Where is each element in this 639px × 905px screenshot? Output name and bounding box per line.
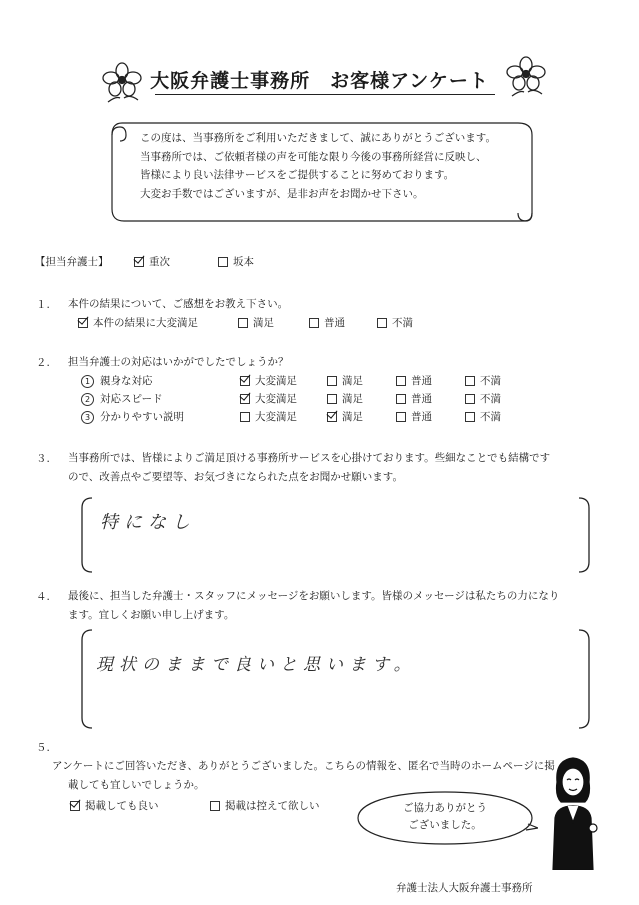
checkbox-icon[interactable] (465, 412, 475, 422)
intro-line: 大変お手数ではございますが、是非お声をお聞かせ下さい。 (140, 187, 424, 200)
q2-row-label: 3 分かりやすい説明 (81, 409, 184, 424)
staff-illustration-icon (543, 752, 603, 870)
intro-line: 皆様により良い法律サービスをご提供することに努めております。 (140, 169, 455, 181)
checkbox-checked-icon[interactable] (134, 257, 144, 267)
checkbox-checked-icon[interactable] (327, 412, 337, 422)
q2-r3-very-satisfied[interactable]: 大変満足 (240, 409, 297, 424)
q2-r1-normal[interactable]: 普通 (396, 373, 432, 388)
title-underline (155, 94, 495, 95)
checkbox-icon[interactable] (218, 257, 228, 267)
q2-r2-satisfied[interactable]: 満足 (327, 391, 363, 406)
lawyer-option-sakamoto[interactable]: 坂本 (218, 254, 254, 269)
q3-handwritten-answer[interactable]: 特になし (100, 512, 196, 533)
checkbox-icon[interactable] (396, 412, 406, 422)
q5-number: ５. (36, 742, 50, 754)
intro-line: 当事務所では、ご依頼者様の声を可能な限り今後の事務所経営に反映し、 (140, 150, 487, 163)
footer-firm-name: 弁護士法人大阪弁護士事務所 (396, 882, 533, 894)
checkbox-icon[interactable] (327, 376, 337, 386)
lawyer-option-shigetsugu[interactable]: 重次 (134, 254, 170, 269)
q1-option-normal[interactable]: 普通 (309, 315, 345, 330)
checkbox-icon[interactable] (210, 801, 220, 811)
circled-number: 1 (81, 375, 94, 388)
q2-r1-dissatisfied[interactable]: 不満 (465, 373, 501, 388)
q1-option-dissatisfied[interactable]: 不満 (377, 315, 413, 330)
q4-handwritten-answer[interactable]: 現状のままで良いと思います。 (96, 655, 417, 675)
circled-number: 3 (81, 411, 94, 424)
q5-option-publish-decline[interactable]: 掲載は控えて欲しい (210, 798, 320, 813)
checkbox-icon[interactable] (377, 318, 387, 328)
q4-text-line1: 最後に、担当した弁護士・スタッフにメッセージをお願いします。皆様のメッセージは私たちの力になり (68, 590, 560, 602)
q3-answer-frame (78, 494, 593, 576)
q3-text-line1: 当事務所では、皆様によりご満足頂ける事務所サービスを心掛けております。些細なことでも結構です (68, 452, 551, 464)
page-title: 大阪弁護士事務所 お客様アンケート (150, 70, 489, 92)
checkbox-checked-icon[interactable] (240, 394, 250, 404)
q3-text-line2: ので、改善点やご要望等、お気づきになられた点をお聞かせ願います。 (68, 471, 403, 483)
checkbox-checked-icon[interactable] (70, 801, 80, 811)
q2-r3-normal[interactable]: 普通 (396, 409, 432, 424)
q2-number: ２. (36, 357, 50, 369)
checkbox-icon[interactable] (309, 318, 319, 328)
q2-row-label: 2 対応スピード (81, 391, 163, 406)
q1-number: １. (36, 299, 50, 311)
q2-r3-satisfied[interactable]: 満足 (327, 409, 363, 424)
checkbox-icon[interactable] (238, 318, 248, 328)
checkbox-icon[interactable] (396, 394, 406, 404)
checkbox-icon[interactable] (465, 394, 475, 404)
q5-option-publish-ok[interactable]: 掲載しても良い (70, 798, 159, 813)
q5-text-line2: 載しても宜しいでしょうか。 (68, 779, 205, 791)
checkbox-icon[interactable] (327, 394, 337, 404)
bubble-text: ご協力ありがとう ございました。 (403, 802, 487, 831)
q1-option-satisfied[interactable]: 満足 (238, 315, 274, 330)
checkbox-checked-icon[interactable] (240, 376, 250, 386)
q2-r2-dissatisfied[interactable]: 不満 (465, 391, 501, 406)
q2-r2-very-satisfied[interactable]: 大変満足 (240, 391, 297, 406)
q2-question: 担当弁護士の対応はいかがでしたでしょうか？ (68, 356, 289, 368)
intro-text (140, 129, 496, 203)
q4-number: ４. (36, 591, 50, 603)
q1-option-very-satisfied[interactable]: 本件の結果に大変満足 (78, 315, 198, 330)
q1-question: 本件の結果について、ご感想をお教え下さい。 (68, 298, 289, 310)
q4-text-line2: ます。宜しくお願い申し上げます。 (68, 609, 235, 621)
checkbox-icon[interactable] (465, 376, 475, 386)
lawyer-row (35, 254, 109, 269)
intro-line: この度は、当事務所をご利用いただきまして、誠にありがとうございます。 (140, 132, 496, 144)
q2-r1-very-satisfied[interactable]: 大変満足 (240, 373, 297, 388)
q2-r3-dissatisfied[interactable]: 不満 (465, 409, 501, 424)
q5-text-line1: アンケートにご回答いただき、ありがとうございました。こちらの情報を、匿名で当時のホームページに掲 (52, 760, 555, 772)
checkbox-icon[interactable] (240, 412, 250, 422)
lawyer-label: 【担当弁護士】 (35, 256, 109, 268)
circled-number: 2 (81, 393, 94, 406)
q4-answer-frame (78, 626, 593, 732)
q2-r1-satisfied[interactable]: 満足 (327, 373, 363, 388)
q3-number: ３. (36, 453, 50, 465)
checkbox-checked-icon[interactable] (78, 318, 88, 328)
q2-r2-normal[interactable]: 普通 (396, 391, 432, 406)
checkbox-icon[interactable] (396, 376, 406, 386)
q2-row-label: 1 親身な対応 (81, 373, 153, 388)
